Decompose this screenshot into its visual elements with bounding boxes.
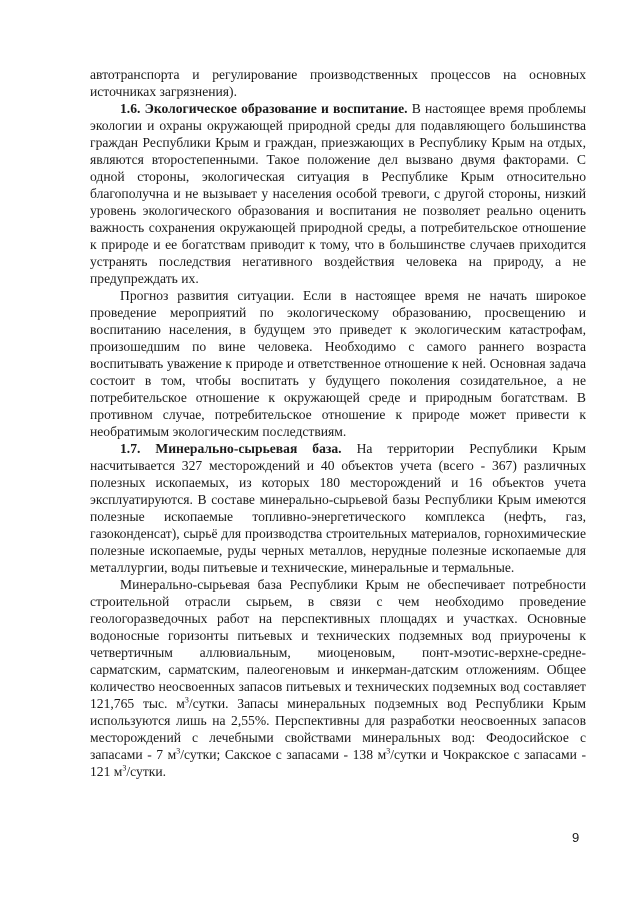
text-segment: /сутки. — [126, 764, 167, 779]
text-segment: /сутки. Запасы минеральных подземных вод Республики Крым используются лишь на 2,55%. Перспективны для разработки неосвоенных запасов месторождений с лечебными свойствами минеральных вод: Феодосийское с запасами - 7 м — [90, 696, 586, 762]
superscript: 3 — [386, 746, 391, 756]
text-segment: Минерально-сырьевая база Республики Крым не обеспечивает потребности строительной отрасли сырьем, в связи с чем необходимо проведение геологоразведочных работ на перспективных площадях и участках. Основные водоносные горизонты питьевых и технических подземных вод приурочены к четвертичным аллювиальным, миоценовым, понт-мэотис-верхне-средне-сарматским, сарматским, палеогеновым и инкерман-датским отложениям. Общее количество неосвоенных запасов питьевых и технических подземных вод составляет 121,765 тыс. м — [90, 577, 586, 711]
superscript: 3 — [122, 763, 127, 773]
paragraph-text: В настоящее время проблемы экологии и охраны окружающей природной среды для подавляющего большинства граждан Республики Крым и граждан, приезжающих в Республику Крым на отдых, являются второстепенными. Такое положение дел вызвано двумя факторами. С одной стороны, экологическая ситуация в Республике Крым относительно благополучна и не вызывает у населения особой тревоги, с другой стороны, низкий уровень экологического образования и воспитания не позволяет реально оценить важность сохранения окружающей природной среды, а потребительское отношение к природе и ее богатствам приводит к тому, что в большинстве случаев приходится устранять последствия негативного воздействия человека на природу, а не предупреждать их. — [90, 101, 586, 286]
document-body — [90, 66, 586, 780]
text-segment: /сутки и Чокракское с запасами - 121 м — [90, 747, 587, 779]
page-number: 9 — [572, 830, 580, 845]
paragraph-continuation: автотранспорта и регулирование производственных процессов на основных источниках загрязнения). — [90, 67, 586, 99]
paragraph-mineral-resources — [90, 576, 586, 780]
section-heading-1-6: 1.6. Экологическое образование и воспитание. — [120, 101, 408, 116]
paragraph-text: На территории Республики Крым насчитывается 327 месторождений и 40 объектов учета (всего - 367) различных полезных ископаемых, из которых 180 месторождений и 16 объектов учета эксплуатируются. В составе минерально-сырьевой базы Республики Крым имеются полезные ископаемые топливно-энергетического комплекса (нефть, газ, газоконденсат), сырьё для производства строительных материалов, горнохимические полезные ископаемые, руды черных металлов, нерудные полезные ископаемые для металлургии, воды питьевые и технические, минеральные и термальные. — [90, 441, 586, 575]
paragraph-mineral-base — [90, 440, 586, 576]
paragraph-forecast: Прогноз развития ситуации. Если в настоящее время не начать широкое проведение мероприятий по экологическому образованию, просвещению и воспитанию населения, в будущем это приведет к экологическим катастрофам, произошедшим по вине человека. Необходимо с самого раннего возраста воспитывать уважение к природе и ответственное отношение к ней. Основная задача состоит в том, чтобы воспитать у будущего поколения созидательное, а не потребительское отношение к окружающей среде и природным богатствам. В противном случае, потребительское отношение к природе может привести к необратимым экологическим последствиям. — [90, 288, 586, 439]
section-heading-1-7: 1.7. Минерально-сырьевая база. — [120, 441, 342, 456]
paragraph-ecological-education — [90, 100, 586, 287]
superscript: 3 — [184, 695, 189, 705]
superscript: 3 — [176, 746, 181, 756]
text-segment: /сутки; Сакское с запасами - 138 м — [180, 747, 387, 762]
